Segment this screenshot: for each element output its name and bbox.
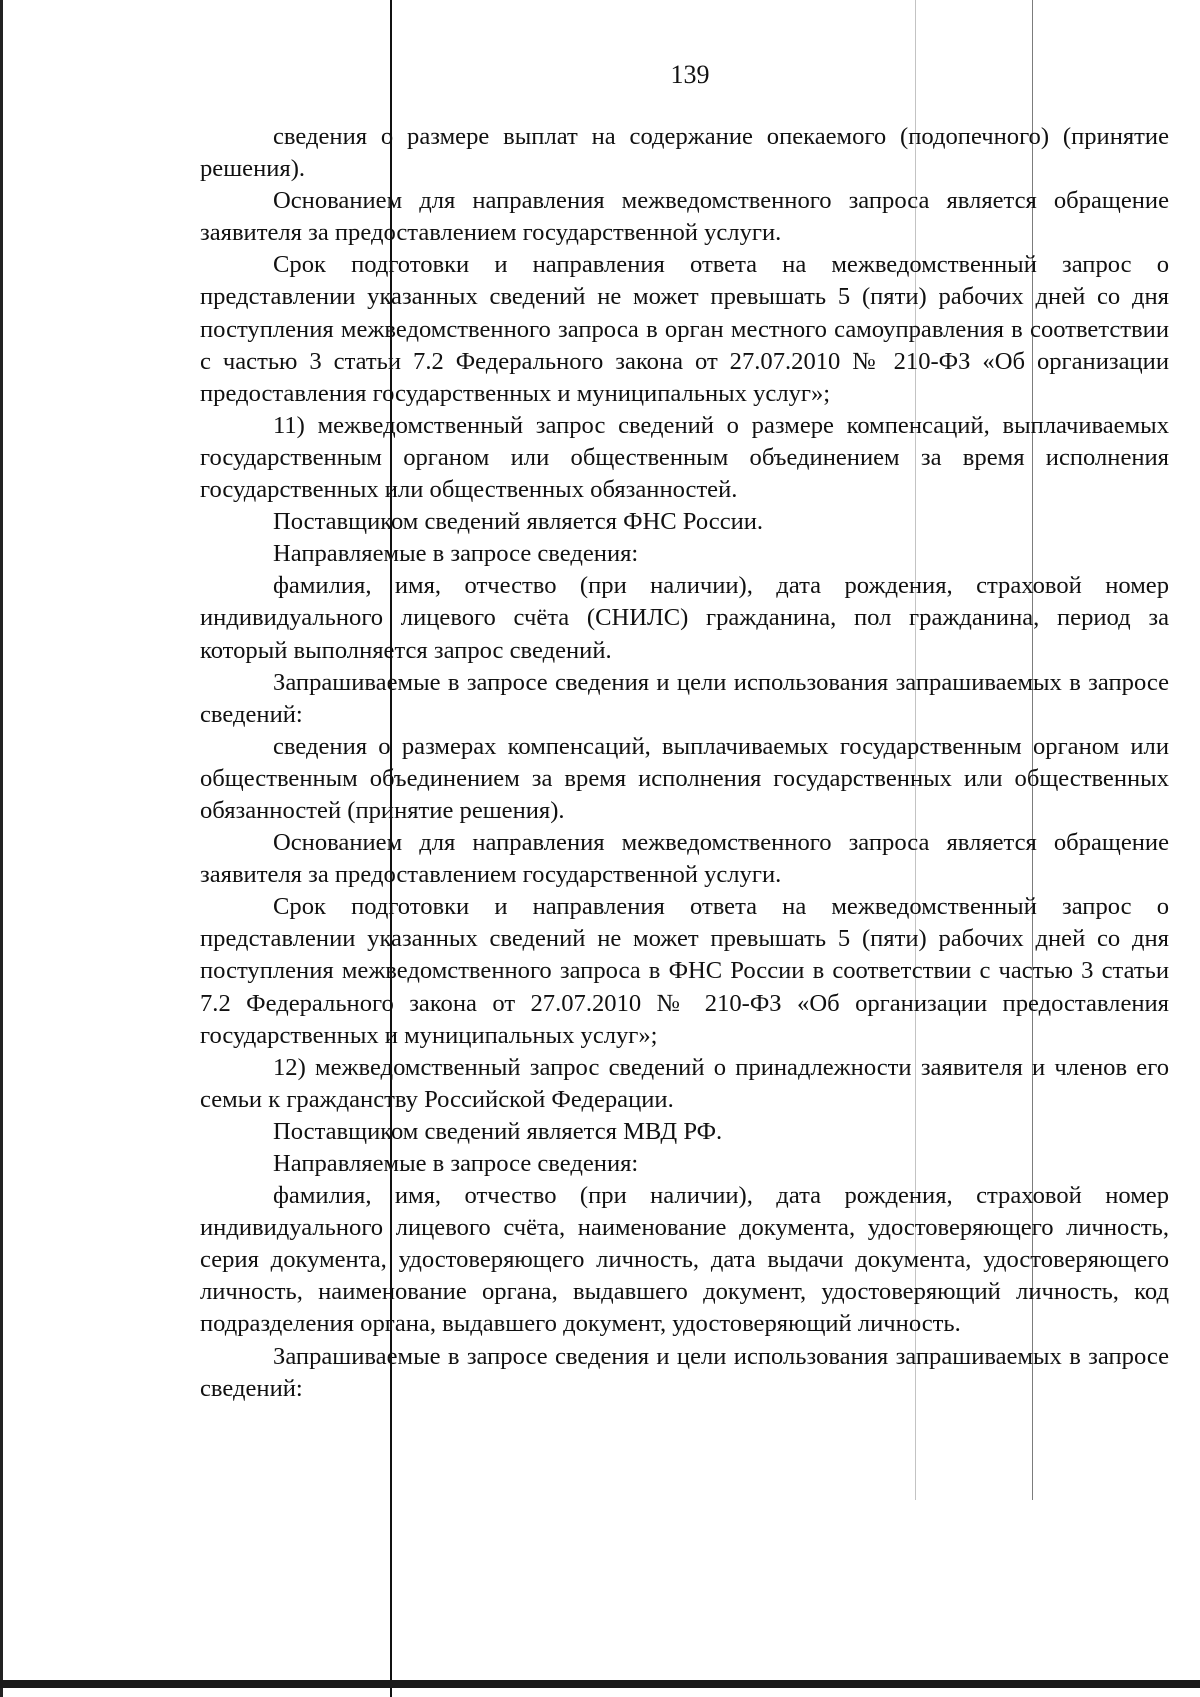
- paragraph: Поставщиком сведений является МВД РФ.: [273, 1117, 723, 1145]
- paragraph: фамилия, имя, отчество (при наличии), дата рождения, страховой номер индивидуального лицевого счёта, наименование документа, удостоверяющего личность, серия документа, удостоверяющего личность, дата выдачи документа, удостоверяющего личность, наименование органа, выдавшего документ, удостоверяющий личность, код подразделения органа, выдавшего документ, удостоверяющий личность.: [200, 1182, 1169, 1338]
- scan-left-edge: [0, 0, 3, 1697]
- paragraph: Срок подготовки и направления ответа на межведомственный запрос о представлении указанных сведений не может превышать 5 (пяти) рабочих дней со дня поступления межведомственного запроса в ФНС России в соответствии с частью 3 статьи 7.2 Федерального закона от 27.07.2010 № 210-ФЗ «Об организации предоставления государственных и муниципальных услуг»;: [200, 893, 1169, 1049]
- paragraph: Запрашиваемые в запросе сведения и цели использования запрашиваемых в запросе сведений:: [200, 668, 1169, 728]
- paragraph: Направляемые в запросе сведения:: [273, 540, 639, 568]
- paragraph: Основанием для направления межведомственного запроса является обращение заявителя за предоставлением государственной услуги.: [200, 829, 1169, 889]
- page-number: 139: [670, 60, 710, 89]
- paragraph: фамилия, имя, отчество (при наличии), дата рождения, страховой номер индивидуального лицевого счёта (СНИЛС) гражданина, пол гражданина, период за который выполняется запрос сведений.: [200, 572, 1169, 664]
- paragraph: Направляемые в запросе сведения:: [273, 1150, 639, 1177]
- paragraph: 12) межведомственный запрос сведений о принадлежности заявителя и членов его семьи к гражданству Российской Федерации.: [200, 1053, 1169, 1113]
- body-text: [200, 121, 1169, 1405]
- paragraph: 11) межведомственный запрос сведений о размере компенсаций, выплачиваемых государственным органом или общественным объединением за время исполнения государственных или общественных обязанностей.: [200, 411, 1169, 504]
- paragraph: Поставщиком сведений является ФНС России.: [273, 508, 764, 536]
- paragraph: сведения о размерах компенсаций, выплачиваемых государственным органом или общественным объединением за время исполнения государственных или общественных обязанностей (принятие решения).: [200, 732, 1169, 824]
- scan-bottom-edge: [0, 1680, 1200, 1688]
- paragraph: Запрашиваемые в запросе сведения и цели использования запрашиваемых в запросе сведений:: [200, 1342, 1169, 1402]
- paragraph: Срок подготовки и направления ответа на межведомственный запрос о представлении указанных сведений не может превышать 5 (пяти) рабочих дней со дня поступления межведомственного запроса в орган местного самоуправления в соответствии с частью 3 статьи 7.2 Федерального закона от 27.07.2010 № 210-ФЗ «Об организации предоставления государственных и муниципальных услуг»;: [200, 251, 1169, 407]
- paragraph: Основанием для направления межведомственного запроса является обращение заявителя за предоставлением государственной услуги.: [200, 187, 1169, 247]
- paragraph: сведения о размере выплат на содержание опекаемого (подопечного) (принятие решения).: [200, 123, 1169, 183]
